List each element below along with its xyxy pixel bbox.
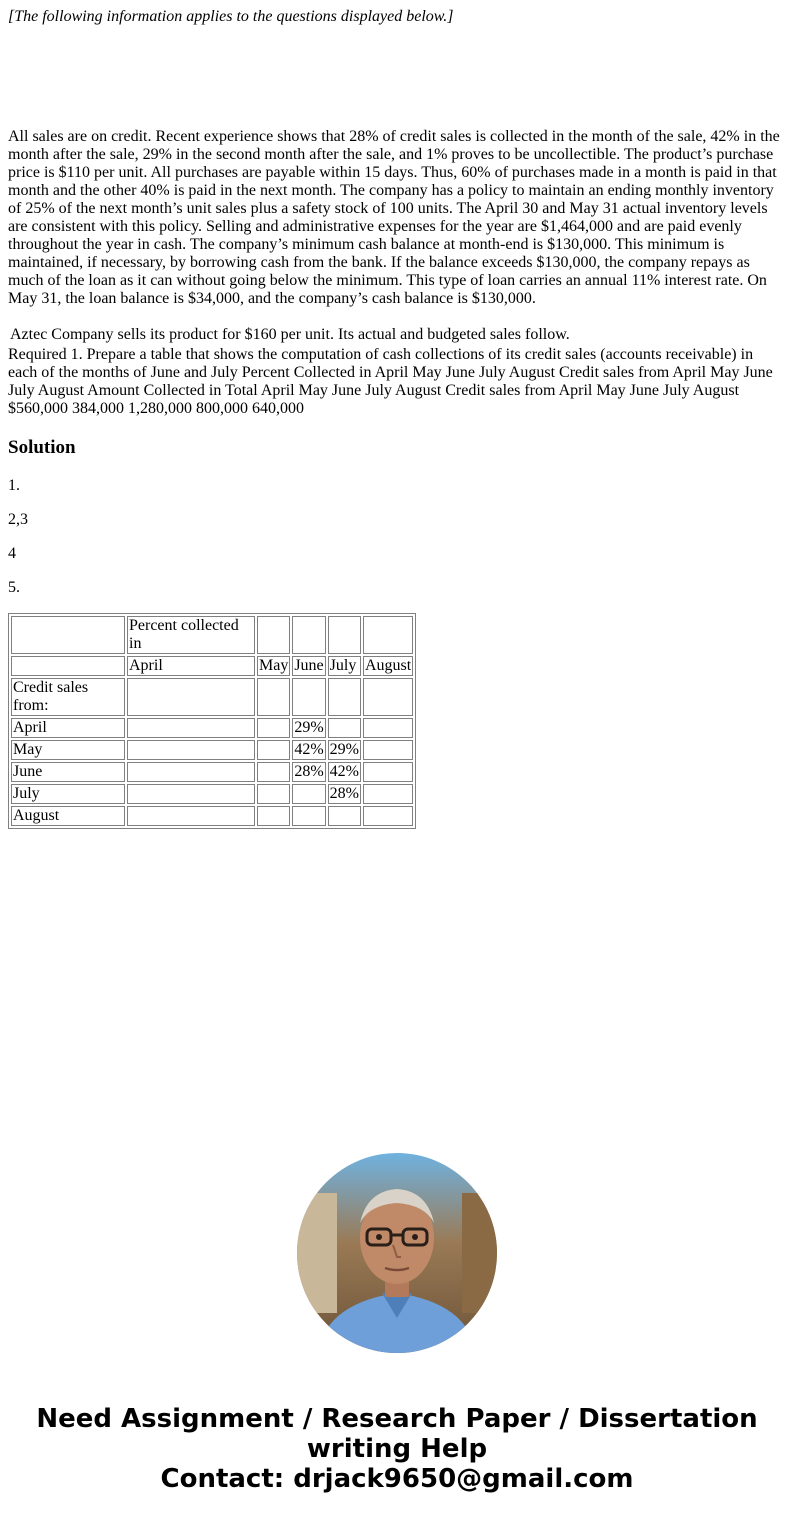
promo-contact: Contact: drjack9650@gmail.com — [160, 1464, 634, 1494]
author-avatar — [297, 1153, 497, 1353]
table-cell — [127, 762, 255, 782]
table-cell — [328, 806, 361, 826]
table-cell — [257, 762, 290, 782]
table-cell: August — [11, 806, 125, 826]
table-cell — [257, 740, 290, 760]
table-cell — [328, 678, 361, 716]
table-cell: Credit sales from: — [11, 678, 125, 716]
table-row — [11, 656, 413, 676]
promo-line-2: writing Help — [306, 1434, 488, 1464]
table-cell: Percent collected in — [127, 616, 255, 654]
table-cell: August — [364, 657, 412, 674]
table-cell — [363, 718, 413, 738]
table-cell: 28% — [294, 763, 324, 780]
table-cell — [328, 616, 361, 654]
promo-banner — [0, 1404, 794, 1494]
table-cell — [127, 678, 255, 716]
table-cell: 42% — [329, 763, 359, 780]
table-cell: 42% — [294, 741, 324, 758]
solution-step-5: 5. — [8, 579, 20, 596]
table-cell: May — [11, 740, 125, 760]
table-row — [11, 762, 413, 782]
table-cell — [257, 718, 290, 738]
table-cell — [127, 806, 255, 826]
table-cell — [328, 718, 361, 738]
table-cell — [11, 616, 125, 654]
solution-heading: Solution — [8, 437, 76, 458]
table-row — [11, 616, 413, 654]
table-cell — [127, 740, 255, 760]
table-cell — [257, 784, 290, 804]
intro-note: [The following information applies to the questions displayed below.] — [8, 8, 454, 25]
table-cell — [292, 616, 325, 654]
table-cell: June — [294, 657, 324, 674]
table-cell — [127, 718, 255, 738]
table-cell: April — [11, 718, 125, 738]
table-cell — [363, 678, 413, 716]
table-cell — [257, 806, 290, 826]
table-row — [11, 806, 413, 826]
table-cell — [363, 806, 413, 826]
table-cell: July — [11, 784, 125, 804]
avatar-portrait-image — [297, 1153, 497, 1353]
table-cell: June — [11, 762, 125, 782]
table-cell — [127, 784, 255, 804]
solution-step-2-3: 2,3 — [8, 511, 28, 528]
table-cell: April — [127, 656, 255, 676]
table-cell — [363, 762, 413, 782]
table-cell — [363, 616, 413, 654]
table-row — [11, 718, 413, 738]
table-cell — [292, 806, 325, 826]
table-row — [11, 678, 413, 716]
table-cell — [11, 656, 125, 676]
table-cell — [363, 740, 413, 760]
table-cell: July — [328, 656, 361, 676]
required-text: Required 1. Prepare a table that shows the computation of cash collections of its credit sales (accounts receivable) in each of the months of June and July Percent Collected in April May June July August Credit sales from April May June July August Amount Collected in Total April May June July August Credit sales from April May June July August $560,000 384,000 1,280,000 800,000 640,000 — [8, 346, 773, 417]
table-cell — [292, 678, 325, 716]
table-cell: 28% — [329, 785, 359, 802]
table-cell: May — [259, 657, 289, 674]
table-cell — [363, 784, 413, 804]
table-cell: 29% — [329, 741, 359, 758]
table-row — [11, 784, 413, 804]
table-cell — [257, 678, 290, 716]
solution-step-1: 1. — [8, 477, 20, 494]
table-cell — [257, 616, 290, 654]
table-cell: 29% — [294, 719, 324, 736]
table-cell — [292, 784, 325, 804]
sales-line: Aztec Company sells its product for $160 per unit. Its actual and budgeted sales follow. — [10, 326, 570, 343]
promo-line-1: Need Assignment / Research Paper / Dissertation — [36, 1404, 758, 1434]
problem-text: All sales are on credit. Recent experience shows that 28% of credit sales is collected in the month of the sale, 42% in the month after the sale, 29% in the second month after the sale, and 1% proves to be uncollectible. The product’s purchase price is $110 per unit. All purchases are payable within 15 days. Thus, 60% of purchases made in a month is paid in that month and the other 40% is paid in the next month. The company has a policy to maintain an ending monthly inventory of 25% of the next month’s unit sales plus a safety stock of 100 units. The April 30 and May 31 actual inventory levels are consistent with this policy. Selling and administrative expenses for the year are $1,464,000 and are paid evenly throughout the year in cash. The company’s minimum cash balance at month-end is $130,000. This minimum is maintained, if necessary, by borrowing cash from the bank. If the balance exceeds $130,000, the company repays as much of the loan as it can without going below the minimum. This type of loan carries an annual 11% interest rate. On May 31, the loan balance is $34,000, and the company’s cash balance is $130,000. — [8, 128, 780, 307]
table-row — [11, 740, 413, 760]
collection-table — [8, 613, 416, 829]
solution-step-4: 4 — [8, 545, 16, 562]
